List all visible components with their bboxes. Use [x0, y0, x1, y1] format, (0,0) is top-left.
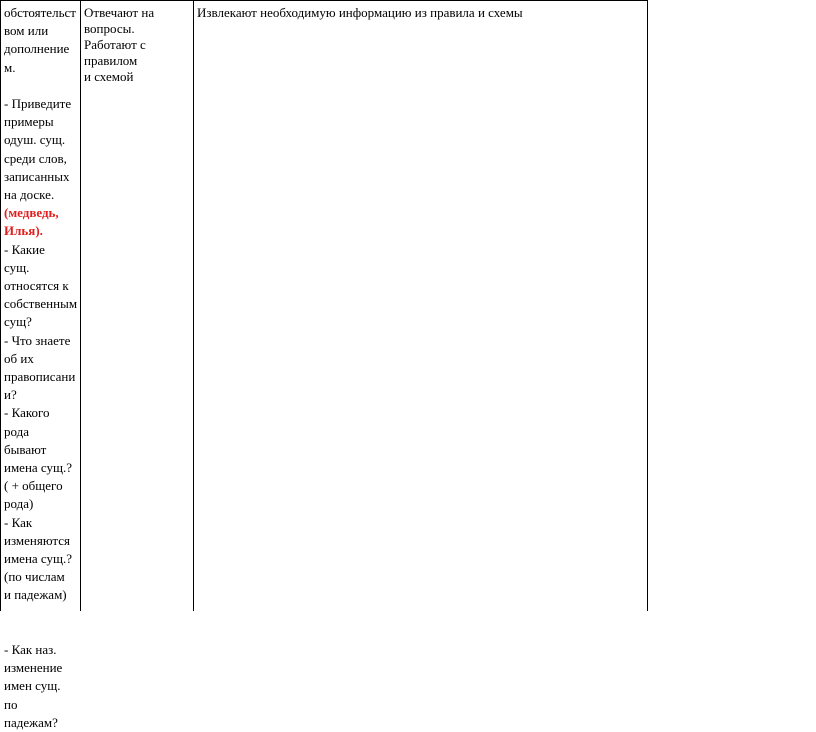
- text-line: имен сущ.: [4, 678, 61, 694]
- text-line: - Какого: [4, 405, 50, 421]
- student-activity-text: [84, 5, 192, 85]
- text-line: - Что знаете: [4, 332, 71, 348]
- text-line: сущ?: [4, 314, 32, 330]
- text-line: собственным: [4, 296, 78, 312]
- text-line: относятся к: [4, 278, 69, 294]
- text-line: - Какие: [4, 241, 45, 257]
- text-line: м.: [4, 59, 16, 75]
- blank-line: [4, 77, 80, 95]
- text-line: падежам?: [4, 714, 58, 730]
- teacher-activity-text: [4, 4, 80, 732]
- text-line: - Как: [4, 514, 33, 530]
- text-line: рода): [4, 496, 34, 512]
- text-line: изменение: [4, 660, 63, 676]
- text-line: одуш. сущ.: [4, 132, 66, 148]
- learning-actions-text: Извлекают необходимую информацию из правила и схемы: [197, 5, 523, 20]
- student-activity-column: [81, 1, 194, 611]
- example-words-red: Илья).: [4, 223, 43, 239]
- text-line: имена сущ.?: [4, 551, 73, 567]
- text-line: обстоятельст: [4, 5, 76, 20]
- text-line: (по числам: [4, 569, 65, 585]
- text-line: примеры: [4, 114, 54, 130]
- text-line: вопросы.: [84, 21, 135, 36]
- text-line: и схемой: [84, 69, 134, 84]
- text-line: Работают с: [84, 37, 146, 52]
- learning-actions-column: [194, 1, 647, 611]
- text-line: среди слов,: [4, 150, 67, 166]
- text-line: и?: [4, 387, 17, 403]
- text-line: правилом: [84, 53, 138, 68]
- text-line: имена сущ.?: [4, 460, 73, 476]
- text-line: по: [4, 696, 18, 712]
- text-line: Отвечают на: [84, 5, 155, 20]
- text-line: записанных: [4, 168, 70, 184]
- text-line: бывают: [4, 441, 47, 457]
- blank-gap: [4, 605, 80, 641]
- teacher-activity-column: [1, 1, 81, 730]
- text-line: сущ.: [4, 259, 30, 275]
- text-line: вом или: [4, 23, 49, 39]
- text-line: - Как наз.: [4, 642, 57, 658]
- text-line: на доске.: [4, 187, 55, 203]
- text-line: ( + общего: [4, 478, 63, 494]
- text-line: - Приведите: [4, 96, 72, 111]
- text-line: об их: [4, 350, 34, 366]
- text-line: рода: [4, 423, 30, 439]
- text-line: правописани: [4, 369, 76, 385]
- text-line: и падежам): [4, 587, 67, 603]
- example-words-red: (медведь,: [4, 205, 59, 221]
- text-line: изменяются: [4, 532, 70, 548]
- text-line: дополнение: [4, 41, 70, 57]
